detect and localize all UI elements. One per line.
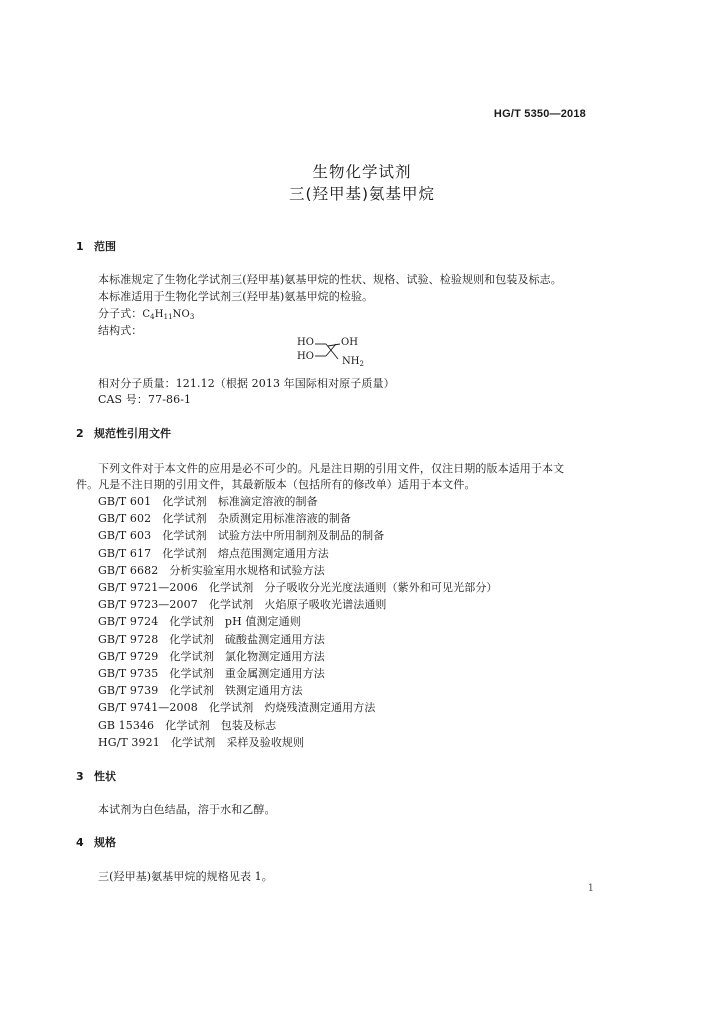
title-line-2: 三(羟甲基)氨基甲烷 [288, 185, 436, 203]
reference-item [98, 493, 318, 509]
reference-title: 化学试剂 氯化物测定通用方法 [169, 649, 325, 663]
molecular-formula [98, 305, 194, 321]
formula-label: 分子式： [98, 307, 143, 320]
reference-code: GB/T 617 [98, 546, 152, 560]
reference-item [98, 682, 303, 698]
section-number: 1 [76, 240, 84, 253]
scope-paragraph-2: 本标准适用于生物化学试剂三(羟甲基)氨基甲烷的检验。 [98, 290, 374, 303]
reference-item [98, 562, 325, 578]
reference-code: GB/T 9741—2008 [98, 701, 198, 715]
reference-gap [158, 615, 169, 628]
reference-title: 化学试剂 采样及验收规则 [170, 735, 305, 749]
relative-molecular-mass: 相对分子质量：121.12（根据 2013 年国际相对原子质量） [98, 377, 395, 390]
reference-code: GB/T 9723—2007 [98, 598, 198, 612]
reference-code: GB/T 6682 [98, 563, 159, 577]
section-1-heading [76, 238, 116, 254]
references-intro-line-2: 件。凡是不注日期的引用文件，其最新版本（包括所有的修改单）适用于本文件。 [76, 478, 476, 491]
formula-no-sub: 3 [189, 313, 195, 321]
reference-title: 化学试剂 熔点范围测定通用方法 [162, 546, 329, 560]
reference-code: GB/T 9728 [98, 632, 159, 646]
structure-nh2 [342, 356, 364, 368]
structure-nh: NH [342, 356, 360, 367]
reference-gap [151, 547, 162, 560]
reference-item [98, 579, 498, 595]
section-number: 3 [76, 770, 84, 783]
structure-ho-top: HO [297, 337, 314, 348]
reference-item [98, 527, 384, 543]
reference-title: 化学试剂 灼烧残渣测定通用方法 [208, 701, 376, 715]
reference-gap [158, 667, 169, 680]
section-number: 4 [76, 836, 84, 849]
reference-gap [151, 495, 162, 508]
reference-title: 化学试剂 硫酸盐测定通用方法 [169, 632, 325, 646]
structure-label: 结构式： [98, 324, 143, 337]
reference-item [98, 717, 276, 733]
structure-oh: OH [341, 337, 358, 348]
reference-gap [160, 736, 171, 749]
reference-gap [198, 701, 209, 714]
reference-title: 化学试剂 标准滴定溶液的制备 [162, 495, 318, 508]
reference-code: GB/T 9721—2006 [98, 581, 198, 594]
section-title: 规范性引用文件 [94, 427, 171, 440]
section-title: 规格 [94, 836, 116, 849]
reference-gap [158, 633, 169, 646]
reference-title: 化学试剂 试验方法中所用制剂及制品的制备 [162, 529, 385, 543]
formula-c: C [142, 309, 151, 320]
reference-code: HG/T 3921 [98, 735, 160, 749]
reference-title: 化学试剂 重金属测定通用方法 [169, 667, 325, 680]
specification-paragraph: 三(羟甲基)氨基甲烷的规格见表 1。 [98, 870, 273, 883]
standard-number: HG/T 5350—2018 [493, 108, 586, 120]
reference-title: 化学试剂 pH 值测定通则 [169, 615, 301, 629]
section-number: 2 [76, 427, 84, 440]
reference-gap [198, 598, 209, 611]
reference-code: GB/T 9735 [98, 667, 159, 680]
bond-nh2 [326, 344, 338, 359]
reference-item [98, 545, 329, 561]
page-number: 1 [587, 883, 594, 894]
reference-title: 化学试剂 包装及标志 [165, 718, 277, 732]
section-title: 范围 [94, 240, 116, 253]
reference-code: GB/T 9729 [98, 649, 159, 663]
formula-c-sub: 4 [150, 313, 155, 321]
reference-title: 化学试剂 杂质测定用标准溶液的制备 [162, 512, 352, 526]
reference-gap [158, 564, 169, 577]
structure-ho-bottom: HO [297, 351, 314, 362]
reference-code: GB/T 9739 [98, 684, 159, 698]
formula-h-sub: 11 [163, 313, 173, 321]
reference-gap [151, 512, 162, 525]
reference-title: 化学试剂 分子吸收分光光度法通则（紫外和可见光部分） [208, 581, 498, 594]
reference-title: 分析实验室用水规格和试验方法 [169, 563, 325, 577]
reference-item [98, 631, 325, 647]
section-title: 性状 [94, 770, 116, 783]
reference-item [98, 613, 301, 629]
reference-item [98, 510, 351, 526]
reference-item [98, 699, 375, 715]
reference-title: 化学试剂 火焰原子吸收光谱法通则 [208, 598, 387, 612]
reference-title: 化学试剂 铁测定通用方法 [169, 684, 303, 698]
reference-item [98, 596, 387, 612]
reference-gap [198, 581, 209, 594]
structure-nh-sub: 2 [359, 360, 364, 368]
reference-gap [158, 684, 169, 697]
reference-item [98, 648, 325, 664]
formula-no: NO [172, 309, 190, 320]
structure-bonds [312, 338, 342, 362]
reference-gap [154, 719, 165, 732]
cas-number: CAS 号：77-86-1 [98, 393, 192, 406]
reference-item [98, 734, 304, 750]
title-line-1: 生物化学试剂 [312, 163, 412, 181]
reference-item [98, 665, 325, 681]
reference-code: GB/T 603 [98, 529, 152, 543]
reference-code: GB 15346 [98, 718, 155, 732]
reference-code: GB/T 601 [98, 495, 152, 508]
reference-gap [151, 529, 162, 542]
section-2-heading [76, 425, 171, 441]
section-4-heading [76, 834, 116, 850]
reference-gap [158, 650, 169, 663]
reference-code: GB/T 9724 [98, 615, 159, 629]
formula-h: H [154, 309, 164, 320]
references-intro-line-1: 下列文件对于本文件的应用是必不可少的。凡是注日期的引用文件，仅注日期的版本适用于本文 [98, 462, 565, 475]
section-3-heading [76, 768, 116, 784]
reference-code: GB/T 602 [98, 512, 152, 526]
scope-paragraph-1: 本标准规定了生物化学试剂三(羟甲基)氨基甲烷的性状、规格、试验、检验规则和包装及标志。 [98, 273, 562, 286]
properties-paragraph: 本试剂为白色结晶，溶于水和乙醇。 [98, 803, 276, 816]
